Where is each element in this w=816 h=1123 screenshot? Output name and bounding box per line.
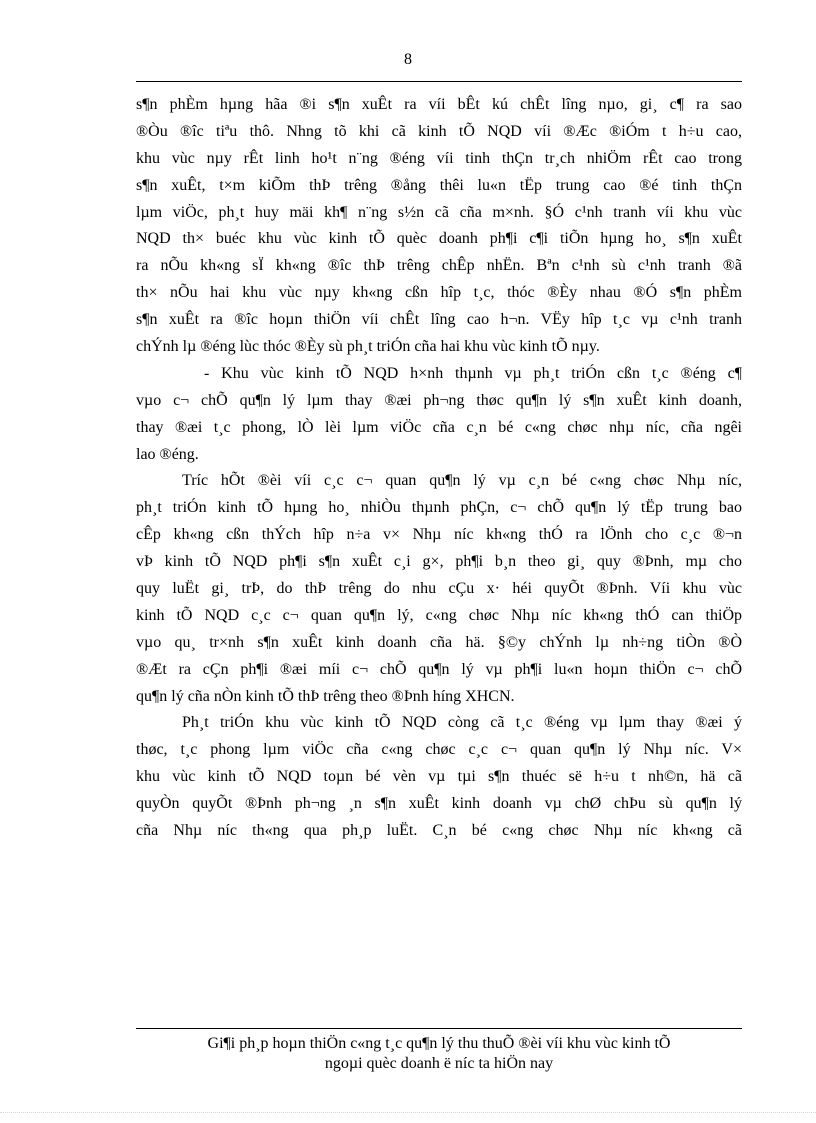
body-text — [136, 92, 742, 845]
text-line: s¶n phÈm hµng hãa ®i s¶n xuÊt ra víi bÊt kú chÊt lîng nµo, gi¸ c¶ ra sao — [136, 96, 742, 113]
text-line: quyÒn quyÕt ®Þnh ph¬ng ¸n s¶n xuÊt kinh doanh vµ chØ chÞu sù qu¶n lý — [136, 795, 742, 813]
text-line: chÝnh lµ ®éng lùc thóc ®Èy sù ph¸t triÓn cña hai khu vùc kinh tÕ nµy. — [136, 338, 600, 356]
text-line: - Khu vùc kinh tÕ NQD h×nh thµnh vµ ph¸t triÓn cßn t¸c ®éng c¶ — [204, 364, 742, 382]
text-line: vµo qu¸ tr×nh s¶n xuÊt kinh doanh cña hä. §©y chÝnh lµ nh÷ng tiÒn ®Ò — [136, 633, 742, 651]
text-line: vµo c¬ chÕ qu¶n lý lµm thay ®æi ph¬ng thøc qu¶n lý s¶n xuÊt kinh doanh, — [136, 391, 742, 409]
text-line: khu vùc kinh tÕ NQD toµn bé vèn vµ tµi s¶n thuéc së h÷u t nh©n, hä cã — [136, 768, 742, 786]
text-line: cÊp kh«ng cßn thÝch hîp n÷a v× Nhµ níc kh«ng thÓ ra lÖnh cho c¸c ®¬n — [136, 526, 742, 544]
text-line: s¶n xuÊt ra ®îc hoµn thiÖn víi chÊt lîng cao h¬n. VËy hîp t¸c vµ c¹nh tranh — [136, 311, 742, 329]
text-line: ra nÕu kh«ng sÏ kh«ng ®îc thÞ trêng chÊp nhËn. Bªn c¹nh sù c¹nh tranh ®ã — [136, 257, 742, 275]
footer — [136, 1034, 742, 1074]
footer-line-1: Gi¶i ph¸p hoµn thiÖn c«ng t¸c qu¶n lý thu thuÕ ®èi víi khu vùc kinh tÕ — [207, 1035, 671, 1052]
text-line: thøc, t¸c phong lµm viÖc cña c«ng chøc c¸c c¬ quan qu¶n lý Nhµ níc. V× — [136, 741, 742, 759]
text-line: thay ®æi t¸c phong, lÒ lèi lµm viÖc cña c¸n bé c«ng chøc nhµ níc, cña ngêi — [136, 418, 742, 436]
text-line: Ph¸t triÓn khu vùc kinh tÕ NQD còng cã t¸c ®éng vµ lµm thay ®æi ý — [182, 714, 742, 732]
text-line: th× nÕu hai khu vùc nµy kh«ng cßn hîp t¸c, thóc ®Èy nhau ®Ó s¶n phÈm — [136, 284, 742, 302]
footer-rule — [136, 1028, 742, 1029]
footer-line-2: ngoµi quèc doanh ë níc ta hiÖn nay — [324, 1055, 554, 1072]
page-edge-dots — [0, 1112, 816, 1113]
text-line: NQD th× buéc khu vùc kinh tÕ quèc doanh ph¶i c¶i tiÕn hµng ho¸ s¶n xuÊt — [136, 230, 742, 248]
header-rule — [136, 81, 742, 82]
text-line: khu vùc nµy rÊt linh ho¹t n¨ng ®éng víi tinh thÇn tr¸ch nhiÖm rÊt cao trong — [136, 149, 742, 167]
text-line: lµm viÖc, ph¸t huy mäi kh¶ n¨ng s½n cã cña m×nh. §Ó c¹nh tranh víi khu vùc — [136, 203, 742, 221]
text-line: ®Òu ®îc tiªu thô. Nhng tõ khi cã kinh tÕ NQD víi ®Æc ®iÓm t h÷u cao, — [136, 122, 742, 140]
text-line: s¶n xuÊt, t×m kiÕm thÞ trêng ®ång thêi lu«n tËp trung cao ®é tinh thÇn — [136, 176, 742, 194]
page-number: 8 — [404, 51, 412, 68]
text-line: kinh tÕ NQD c¸c c¬ quan qu¶n lý, c«ng chøc Nhµ níc kh«ng thÓ can thiÖp — [136, 606, 742, 624]
text-line: lao ®éng. — [136, 445, 199, 463]
text-line: ®Æt ra cÇn ph¶i ®æi míi c¬ chÕ qu¶n lý vµ ph¶i lu«n hoµn thiÖn c¬ chÕ — [136, 660, 742, 678]
text-line: qu¶n lý cña nÒn kinh tÕ thÞ trêng theo ®Þnh híng XHCN. — [136, 687, 515, 705]
text-line: vÞ kinh tÕ NQD ph¶i s¶n xuÊt c¸i g×, ph¶i b¸n theo gi¸ quy ®Þnh, mµ cho — [136, 553, 742, 571]
text-line: ph¸t triÓn kinh tÕ hµng ho¸ nhiÒu thµnh phÇn, c¬ chÕ qu¶n lý tËp trung bao — [136, 499, 742, 517]
text-line: Tríc hÕt ®èi víi c¸c c¬ quan qu¶n lý vµ c¸n bé c«ng chøc Nhµ níc, — [182, 472, 742, 490]
text-line: quy luËt gi¸ trÞ, do thÞ trêng do nhu cÇu x· héi quyÕt ®Þnh. Víi khu vùc — [136, 580, 742, 598]
text-line: cña Nhµ níc th«ng qua ph¸p luËt. C¸n bé c«ng chøc Nhµ níc kh«ng cã — [136, 822, 742, 840]
